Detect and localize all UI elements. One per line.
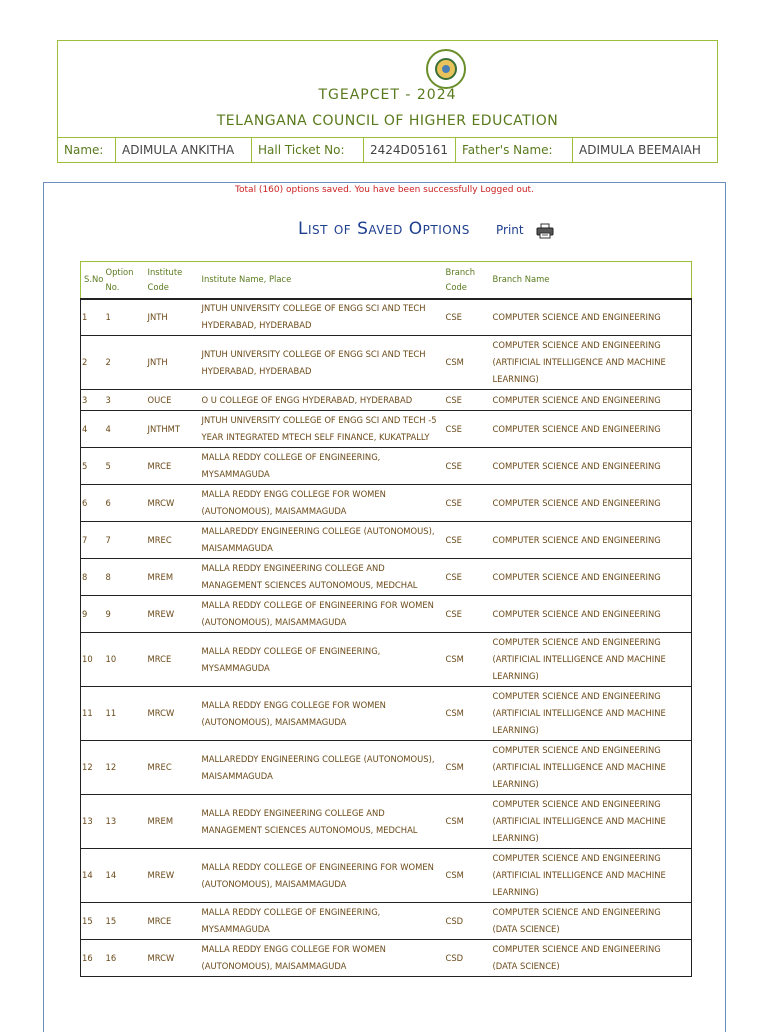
page-title: List of Saved Options [298,219,470,239]
cell-option-no: 16 [103,940,145,977]
table-row [81,596,692,633]
cell-institute-name: MALLA REDDY ENGG COLLEGE FOR WOMEN (AUTONOMOUS), MAISAMMAGUDA [199,485,443,522]
cell-option-no: 9 [103,596,145,633]
cell-branch-code: CSM [443,687,490,741]
cell-sno: 4 [81,411,103,448]
hall-ticket-label: Hall Ticket No: [252,138,364,163]
cell-option-no: 12 [103,741,145,795]
cell-branch-name: COMPUTER SCIENCE AND ENGINEERING [490,299,692,336]
cell-institute-name: MALLA REDDY ENGG COLLEGE FOR WOMEN (AUTONOMOUS), MAISAMMAGUDA [199,940,443,977]
cell-branch-name: COMPUTER SCIENCE AND ENGINEERING (ARTIFICIAL INTELLIGENCE AND MACHINE LEARNING) [490,849,692,903]
col-header-sno: S.No [81,262,103,299]
cell-institute-name: MALLA REDDY COLLEGE OF ENGINEERING, MYSAMMAGUDA [199,903,443,940]
cell-institute-code: MREC [145,741,199,795]
cell-branch-code: CSD [443,940,490,977]
col-header-institute-name: Institute Name, Place [199,262,443,299]
cell-sno: 10 [81,633,103,687]
printer-icon[interactable] [536,223,554,239]
cell-institute-name: MALLAREDDY ENGINEERING COLLEGE (AUTONOMOUS), MAISAMMAGUDA [199,741,443,795]
cell-institute-name: JNTUH UNIVERSITY COLLEGE OF ENGG SCI AND TECH -5 YEAR INTEGRATED MTECH SELF FINANCE, KUKATPALLY [199,411,443,448]
cell-branch-name: COMPUTER SCIENCE AND ENGINEERING (DATA SCIENCE) [490,903,692,940]
cell-institute-name: O U COLLEGE OF ENGG HYDERABAD, HYDERABAD [199,390,443,411]
cell-institute-name: MALLAREDDY ENGINEERING COLLEGE (AUTONOMOUS), MAISAMMAGUDA [199,522,443,559]
cell-option-no: 11 [103,687,145,741]
cell-institute-code: JNTH [145,299,199,336]
col-header-branch-code: Branch Code [443,262,490,299]
saved-options-panel [43,182,726,1032]
cell-sno: 16 [81,940,103,977]
col-header-institute-code: Institute Code [145,262,199,299]
table-row [81,336,692,390]
cell-institute-code: MRCE [145,903,199,940]
cell-institute-name: MALLA REDDY COLLEGE OF ENGINEERING, MYSAMMAGUDA [199,633,443,687]
cell-option-no: 2 [103,336,145,390]
table-header-row [81,262,692,299]
cell-branch-name: COMPUTER SCIENCE AND ENGINEERING [490,390,692,411]
cell-institute-code: MREM [145,795,199,849]
cell-institute-code: OUCE [145,390,199,411]
cell-institute-code: JNTHMT [145,411,199,448]
cell-branch-name: COMPUTER SCIENCE AND ENGINEERING (ARTIFICIAL INTELLIGENCE AND MACHINE LEARNING) [490,336,692,390]
cell-branch-code: CSM [443,741,490,795]
cell-institute-name: MALLA REDDY ENGINEERING COLLEGE AND MANAGEMENT SCIENCES AUTONOMOUS, MEDCHAL [199,559,443,596]
cell-branch-name: COMPUTER SCIENCE AND ENGINEERING [490,522,692,559]
cell-option-no: 13 [103,795,145,849]
cell-branch-code: CSE [443,299,490,336]
state-emblem-logo [426,49,466,89]
col-header-option-no: Option No. [103,262,145,299]
cell-branch-name: COMPUTER SCIENCE AND ENGINEERING (DATA SCIENCE) [490,940,692,977]
candidate-header [57,40,718,163]
cell-branch-code: CSM [443,633,490,687]
table-row [81,390,692,411]
col-header-branch-name: Branch Name [490,262,692,299]
cell-institute-code: MREC [145,522,199,559]
cell-branch-name: COMPUTER SCIENCE AND ENGINEERING [490,485,692,522]
cell-option-no: 6 [103,485,145,522]
cell-option-no: 15 [103,903,145,940]
cell-branch-name: COMPUTER SCIENCE AND ENGINEERING (ARTIFICIAL INTELLIGENCE AND MACHINE LEARNING) [490,795,692,849]
cell-branch-name: COMPUTER SCIENCE AND ENGINEERING [490,559,692,596]
father-name-value: ADIMULA BEEMAIAH [579,143,701,157]
cell-sno: 14 [81,849,103,903]
cell-institute-code: MRCW [145,940,199,977]
table-row [81,559,692,596]
cell-institute-code: MREW [145,849,199,903]
print-link[interactable]: Print [496,223,524,237]
table-row [81,485,692,522]
table-row [81,849,692,903]
cell-institute-code: MREM [145,559,199,596]
hall-ticket-value: 2424D05161 [364,138,456,163]
cell-institute-name: JNTUH UNIVERSITY COLLEGE OF ENGG SCI AND TECH HYDERABAD, HYDERABAD [199,336,443,390]
cell-option-no: 4 [103,411,145,448]
name-value: ADIMULA ANKITHA [116,138,252,163]
cell-option-no: 14 [103,849,145,903]
table-row [81,687,692,741]
saved-options-table [80,261,692,977]
cell-branch-code: CSE [443,411,490,448]
table-row [81,633,692,687]
cell-branch-code: CSE [443,596,490,633]
cell-branch-code: CSE [443,522,490,559]
cell-option-no: 5 [103,448,145,485]
cell-sno: 2 [81,336,103,390]
cell-sno: 5 [81,448,103,485]
cell-branch-code: CSM [443,795,490,849]
cell-branch-name: COMPUTER SCIENCE AND ENGINEERING (ARTIFICIAL INTELLIGENCE AND MACHINE LEARNING) [490,687,692,741]
cell-sno: 9 [81,596,103,633]
cell-institute-name: MALLA REDDY ENGG COLLEGE FOR WOMEN (AUTONOMOUS), MAISAMMAGUDA [199,687,443,741]
cell-option-no: 10 [103,633,145,687]
table-row [81,522,692,559]
table-row [81,940,692,977]
status-message: Total (160) options saved. You have been successfully Logged out. [235,185,534,195]
father-name-label: Father's Name: [456,138,573,163]
cell-branch-code: CSE [443,485,490,522]
cell-institute-code: MRCW [145,687,199,741]
exam-title: TGEAPCET - 2024 [318,87,457,103]
cell-institute-code: MRCE [145,448,199,485]
cell-sno: 8 [81,559,103,596]
cell-branch-code: CSE [443,559,490,596]
name-label: Name: [58,138,116,163]
cell-sno: 3 [81,390,103,411]
table-row [81,903,692,940]
cell-branch-code: CSM [443,336,490,390]
council-title: TELANGANA COUNCIL OF HIGHER EDUCATION [216,113,559,129]
cell-branch-name: COMPUTER SCIENCE AND ENGINEERING [490,596,692,633]
cell-option-no: 8 [103,559,145,596]
cell-sno: 13 [81,795,103,849]
cell-institute-name: MALLA REDDY COLLEGE OF ENGINEERING, MYSAMMAGUDA [199,448,443,485]
cell-branch-code: CSM [443,849,490,903]
table-row [81,411,692,448]
table-row [81,741,692,795]
cell-institute-name: JNTUH UNIVERSITY COLLEGE OF ENGG SCI AND TECH HYDERABAD, HYDERABAD [199,299,443,336]
cell-institute-name: MALLA REDDY COLLEGE OF ENGINEERING FOR WOMEN (AUTONOMOUS), MAISAMMAGUDA [199,849,443,903]
cell-sno: 1 [81,299,103,336]
cell-institute-name: MALLA REDDY ENGINEERING COLLEGE AND MANAGEMENT SCIENCES AUTONOMOUS, MEDCHAL [199,795,443,849]
cell-branch-name: COMPUTER SCIENCE AND ENGINEERING (ARTIFICIAL INTELLIGENCE AND MACHINE LEARNING) [490,741,692,795]
cell-branch-code: CSD [443,903,490,940]
table-row [81,795,692,849]
cell-option-no: 3 [103,390,145,411]
cell-branch-name: COMPUTER SCIENCE AND ENGINEERING (ARTIFICIAL INTELLIGENCE AND MACHINE LEARNING) [490,633,692,687]
cell-institute-code: JNTH [145,336,199,390]
cell-institute-name: MALLA REDDY COLLEGE OF ENGINEERING FOR WOMEN (AUTONOMOUS), MAISAMMAGUDA [199,596,443,633]
cell-option-no: 1 [103,299,145,336]
table-row [81,448,692,485]
cell-option-no: 7 [103,522,145,559]
candidate-info-row [58,137,717,163]
cell-sno: 7 [81,522,103,559]
cell-sno: 15 [81,903,103,940]
cell-sno: 6 [81,485,103,522]
cell-sno: 12 [81,741,103,795]
cell-institute-code: MREW [145,596,199,633]
cell-branch-code: CSE [443,448,490,485]
cell-branch-name: COMPUTER SCIENCE AND ENGINEERING [490,448,692,485]
cell-institute-code: MRCW [145,485,199,522]
table-row [81,299,692,336]
cell-sno: 11 [81,687,103,741]
cell-branch-name: COMPUTER SCIENCE AND ENGINEERING [490,411,692,448]
cell-branch-code: CSE [443,390,490,411]
cell-institute-code: MRCE [145,633,199,687]
